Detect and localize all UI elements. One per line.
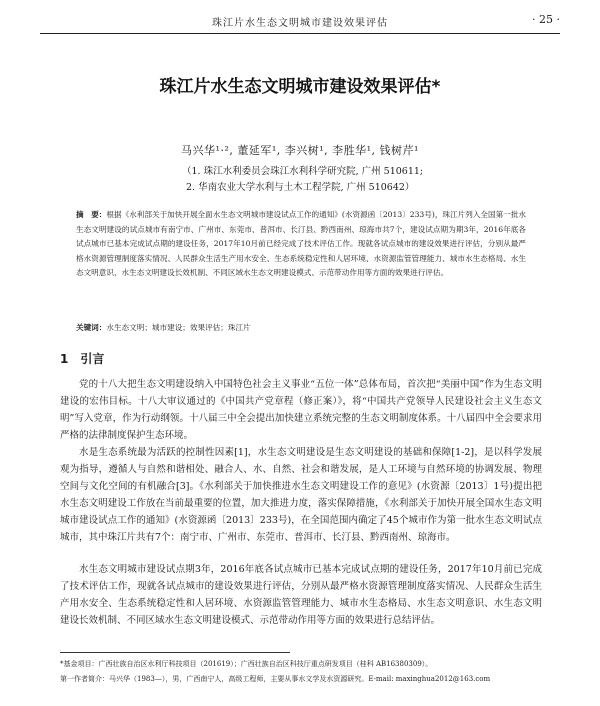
keywords — [76, 322, 526, 334]
footnote-rule — [60, 652, 290, 653]
abstract — [76, 208, 526, 281]
body-paragraph-2: 水是生态系统最为活跃的控制性因素[1]，水生态文明建设是生态文明建设的基础和保障[1-2]，是以科学发展观为指导，遵循人与自然和谐相处、融合人、水、自然、社会和谐发展，是人工环境与自然环境的协调发展、物理空间与文化空间的有机融合[3]。《水利部关于加快推进水生态文明建设工作的意见》(水资源〔2013〕1号)提出把水生态文明建设工作放在当前最重要的位置，加大推进力度，落实保障措施，《水利部关于加快开展全国水生态文明城市建设试点工作的通知》(水资源函〔2013〕233号)，在全国范围内确定了45个城市作为第一批水生态文明试点城市，其中珠江片共有7个：南宁市、广州市、东莞市、普洱市、长汀县、黔西南州、琼海市。 — [60, 447, 542, 543]
article-title: 珠江片水生态文明城市建设效果评估* — [159, 77, 441, 97]
keywords-label: 关键词： — [76, 323, 107, 332]
keywords-text: 水生态文明；城市建设；效果评估；珠江片 — [106, 323, 251, 332]
page-number: · 25 · — [532, 13, 560, 26]
author-list: 马兴华¹·², 董延军¹, 李兴树¹, 李胜华¹, 钱树芹¹ — [181, 144, 419, 157]
affiliation-1: （1. 珠江水利委员会珠江水利科学研究院, 广州 510611; — [182, 166, 424, 177]
body-paragraph-3: 水生态文明城市建设试点期3年，2016年底各试点城市已基本完成试点期的建设任务，2017年10月前已完成了技术评估工作，现就各试点城市的建设效果进行评估，分别从最严格水资源管理制度落实情况、人民群众生活生产用水安全、生态系统稳定性和人居环境、水资源监管管理能力、城市水生态格局、水生态文明意识、水生态文明建设长效机制、不同区域水生态文明建设模式、示范带动作用等方面的效果进行总结评估。 — [60, 564, 542, 626]
footnote-funding: *基金项目：广西壮族自治区水利厅科技项目（201619）；广西壮族自治区科技厅重点研发项目（桂科 AB16380309）。 — [60, 660, 433, 668]
header-rule — [40, 33, 560, 34]
section-heading: 1 引言 — [60, 352, 105, 366]
footnote-author-bio: 第一作者简介：马兴华（1983—），男，广西南宁人，高级工程师，主要从事水文学及水资源研究。E-mail: maxinghua2012@163.com — [60, 675, 491, 683]
abstract-text: 根据《水利部关于加快开展全面水生态文明城市建设试点工作的通知》(水资源函〔2013〕233号)，珠江片列入全国第一批水生态文明建设的试点城市有南宁市、广州市、东莞市、普洱市、长汀县、黔西南州、琼海市共7个，建设试点期为期3年，2016年底各试点城市已基本完成试点期的建设任务，2017年10月前已经完成了技术评估工作。现就各试点城市的建设效果进行评估，分别从最严格水资源管理制度落实情况、人民群众生活生产用水安全、生态系统稳定性和人居环境、水资源监管管理能力、城市水生态格局、水生态文明意识、水生态文明建设长效机制、不同区域水生态文明建设模式、示范带动作用等方面的效果进行评估。 — [76, 210, 526, 278]
running-head — [40, 14, 560, 32]
body-paragraph-1: 党的十八大把生态文明建设纳入中国特色社会主义事业“五位一体”总体布局，首次把“美丽中国”作为生态文明建设的宏伟目标。十八大审议通过的《中国共产党章程（修正案）》，将“中国共产党领导人民建设社会主义生态文明”写入党章，作为行动纲领。十八届三中全会提出加快建立系统完整的生态文明制度体系。十八届四中全会要求用严格的法律制度保护生态环境。 — [60, 379, 542, 441]
abstract-label: 摘 要： — [76, 210, 107, 219]
affiliations — [182, 164, 482, 196]
affiliation-2: 2. 华南农业大学水利与土木工程学院, 广州 510642） — [186, 182, 415, 193]
running-head-title: 珠江片水生态文明城市建设效果评估 — [212, 18, 388, 29]
